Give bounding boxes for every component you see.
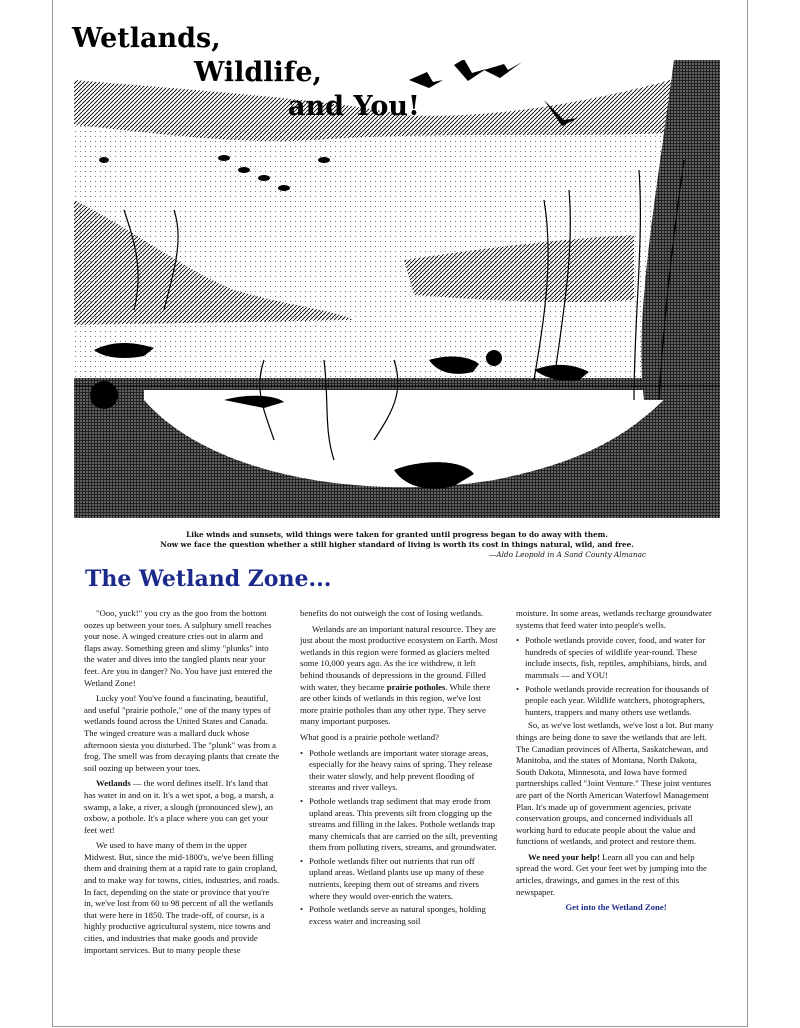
col2-paragraph-2b: . While there are other kinds of wetlands in this region, we've lost more prairie potholes than any other type. They serve many important purposes.	[300, 681, 491, 727]
benefits-list	[300, 748, 500, 928]
prairie-potholes-keyword: prairie potholes	[386, 681, 446, 692]
list-item: • Pothole wetlands trap sediment that may erode from upland areas. This prevents silt from clogging up the streams and filling in the lakes. Pothole wetlands trap many chemicals that are carried on the silt, preventing them from polluting rivers, streams, and groundwater.	[300, 796, 500, 854]
col2-paragraph-1: benefits do not outweigh the cost of losing wetlands.	[300, 608, 484, 618]
col1-paragraph-3-text: — the word defines itself. It's land that has water in and on it. It's a wet spot, a bog, a marsh, a swamp, a lake, a river, a slough (pronounced slew), an oxbow, a pothole. It's a place where you can get your feet wet!	[84, 778, 274, 835]
title-line-1: Wetlands,	[72, 23, 221, 54]
quote-line-2: Now we face the question whether a still higher standard of living is worth its cost in things natural, wild, and free.	[160, 540, 634, 549]
col1-paragraph-4: We used to have many of them in the upper Midwest. But, since the mid-1800's, we've been filling them and draining them at a rapid rate to gain cropland, and to make way for towns, cities, industries, and roads. In fact, depending on the state or province that you're in, we've lost from 60 to 98 percent of all the wetlands that were here in 1850. The trade-off, of course, is a highly productive agricultural system, nice towns and cities, and industries that make goods and provide important services. But to many people these	[84, 840, 280, 955]
col1-paragraph-2: Lucky you! You've found a fascinating, beautiful, and useful "prairie pothole," one of the many types of wetlands found across the United States and Canada. The winged creature was a mallard duck whose afternoon siesta you disturbed. The "plunk" was from a frog. The smell was from decaying plants that create the soil oozing up between your toes.	[84, 693, 280, 773]
quote-attribution: —Aldo Leopold in A Sand County Almanac	[489, 550, 646, 559]
title-line-2: Wildlife,	[194, 57, 322, 88]
title-line-3: and You!	[288, 91, 420, 122]
list-item: • Pothole wetlands are important water storage areas, especially for the heavy rains of spring. They release their water slowly, and help prevent flooding of streams and river valleys.	[300, 748, 500, 794]
article-column-3	[516, 608, 716, 918]
list-item: • Pothole wetlands provide cover, food, and water for hundreds of species of wildlife year-round. These include insects, fish, reptiles, amphibians, birds, and mammals — and YOU!	[516, 635, 716, 681]
epigraph-quote	[74, 530, 720, 560]
list-item: • Pothole wetlands serve as natural sponges, holding excess water and increasing soil	[300, 904, 500, 927]
wetlands-keyword: Wetlands	[96, 778, 131, 789]
article-column-2	[300, 608, 500, 929]
call-to-action: Get into the Wetland Zone!	[565, 902, 667, 913]
wetland-scene-icon	[74, 60, 720, 518]
quote-line-1: Like winds and sunsets, wild things were taken for granted until progress began to do away with them.	[186, 530, 608, 539]
list-item: • Pothole wetlands filter out nutrients that run off upland areas. Wetland plants use up many of these nutrients, keeping them out of streams and rivers where they would over-enrich the waters.	[300, 856, 500, 902]
col3-paragraph-1: moisture. In some areas, wetlands recharge groundwater systems that feed water into people's wells.	[516, 608, 712, 630]
col3-paragraph-2: So, as we've lost wetlands, we've lost a lot. But many things are being done to save the wetlands that are left. The Canadian provinces of Alberta, Saskatchewan, and Manitoba, and the states of Montana, North Dakota, South Dakota, Minnesota, and Iowa have formed partnerships called "Joint Venture." These joint ventures are part of the North American Waterfowl Management Plan. It's made up of government agencies, private conservation groups, and concerned individuals all working hard to educate people about the value and functions of wetlands, and protect and restore them.	[516, 720, 714, 847]
col1-paragraph-1: "Ooo, yuck!" you cry as the goo from the bottom oozes up between your toes. A sulphury smell reaches your nose. A winged creature cries out in alarm and flaps away. Something green and slimy "plunks" into the water and dives into the tangled plants near your feet. Are you in danger? No. You have just entered the Wetland Zone!	[84, 608, 273, 688]
article-column-1	[84, 608, 280, 960]
col2-question: What good is a prairie pothole wetland?	[300, 731, 439, 742]
col3-paragraph-3	[516, 852, 716, 898]
section-heading: The Wetland Zone...	[85, 566, 332, 592]
help-keyword: We need your help!	[528, 851, 600, 862]
page-title	[72, 22, 420, 124]
list-item: • Pothole wetlands provide recreation for thousands of people each year. Wildlife watchers, photographers, hunters, trappers and many others use wetlands.	[516, 684, 716, 719]
col3-paragraph-3-text: Learn all you can and help spread the word. Get your feet wet by jumping into the articles, drawings, and games in the rest of this newspaper.	[516, 851, 707, 897]
benefits-list-continued	[516, 635, 716, 718]
col1-paragraph-3	[84, 778, 280, 836]
col2-paragraph-2	[300, 624, 500, 728]
col2-paragraph-2a: Wetlands are an important natural resource. They are just about the most productive ecosystem on Earth. Most wetlands in this region were formed as glaciers melted some 10,000 years ago. As the ice withdrew, it left behind thousands of depressions in the ground. Filled with water, they became	[300, 623, 498, 692]
